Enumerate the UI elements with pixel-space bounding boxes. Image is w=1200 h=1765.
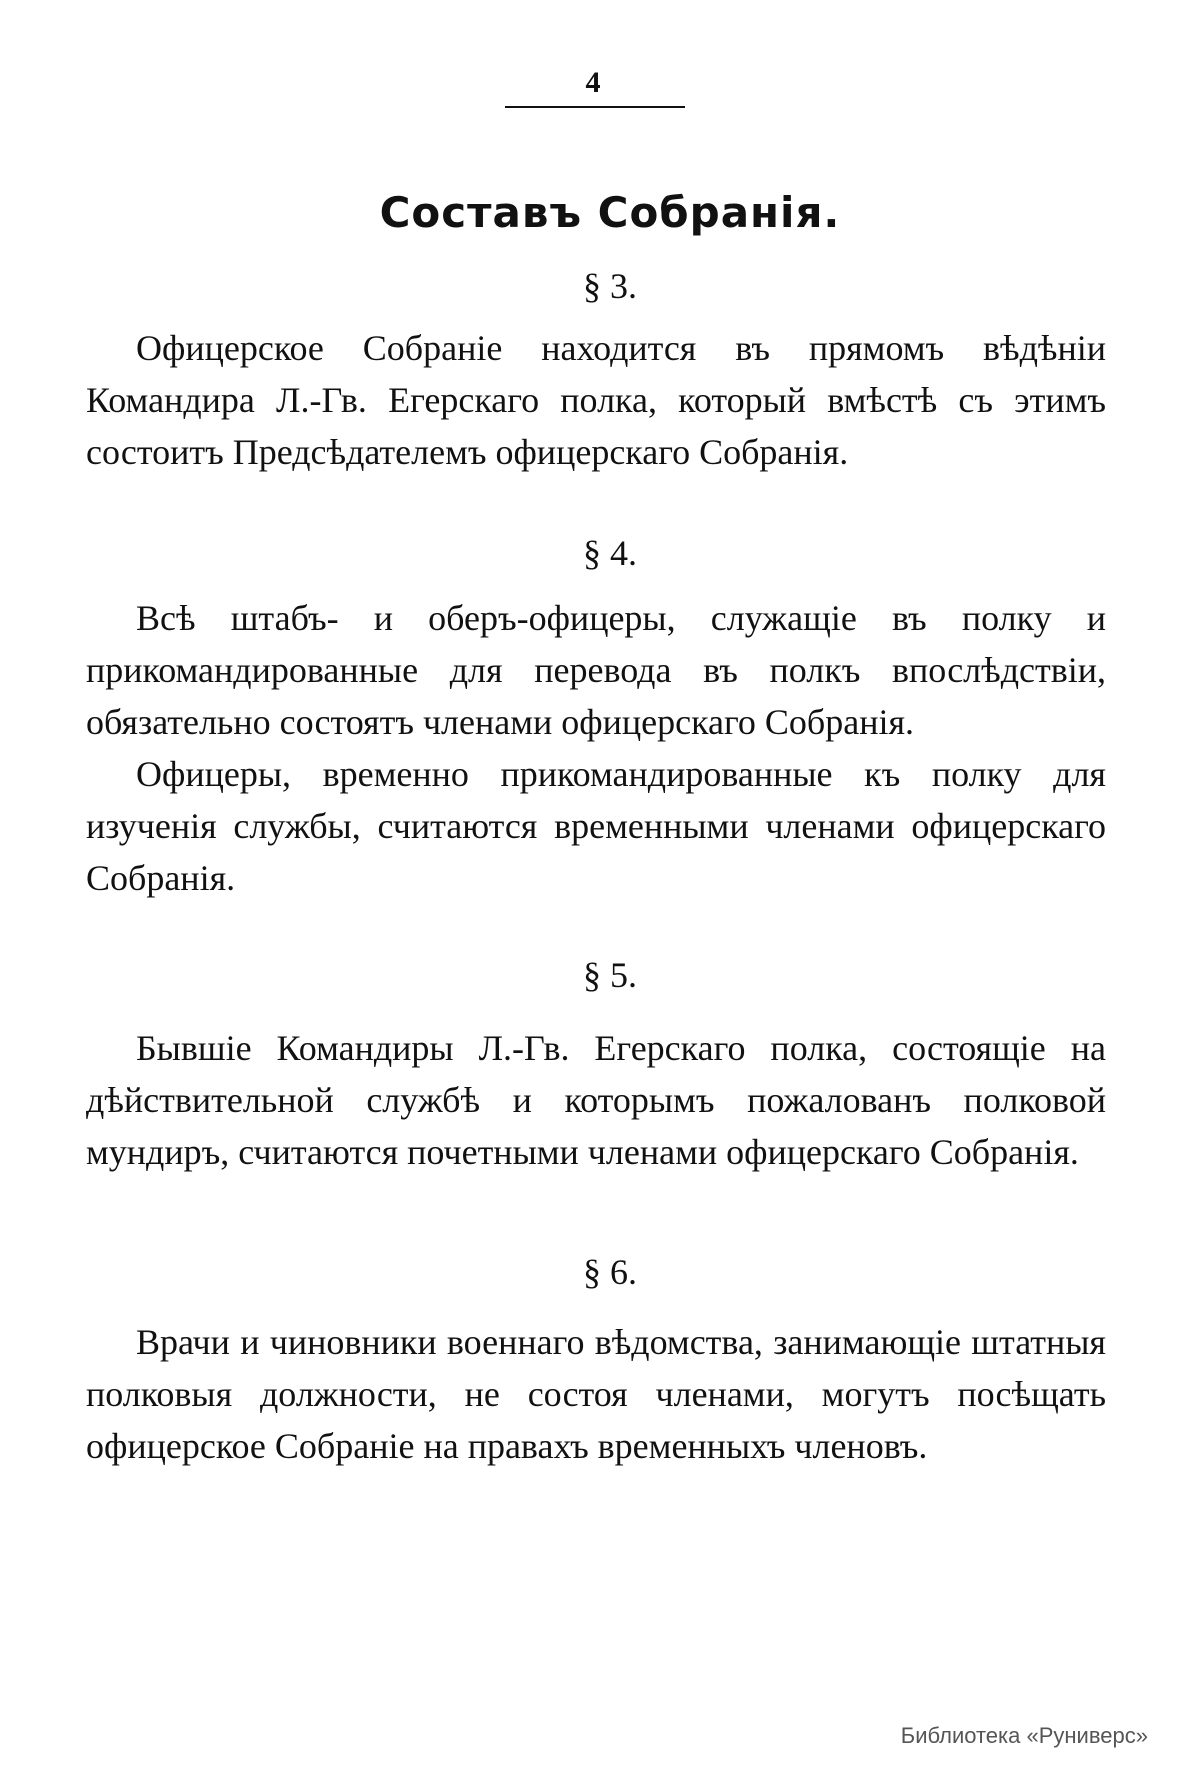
section-3-paragraph-1: Офицерское Собраніе находится въ прямомъ вѣдѣніи Командира Л.-Гв. Егерскаго полка, который вмѣстѣ съ этимъ состоитъ Предсѣдателемъ офицерскаго Собранія.: [86, 328, 1106, 472]
page-number-rule: [505, 106, 685, 108]
section-4-paragraph-2: Офицеры, временно прикомандированные къ полку для изученія службы, считаются временными членами офицерскаго Собранія.: [86, 754, 1106, 898]
page-title: [0, 188, 1200, 237]
page-title-text: Составъ Собранія.: [379, 188, 841, 237]
page-number: [500, 66, 686, 100]
section-6-body: [86, 1316, 1106, 1472]
library-credit: Библиотека «Руниверс»: [900, 1723, 1148, 1748]
section-mark-4: [0, 535, 1200, 571]
section-5-paragraph-1: Бывшіе Командиры Л.-Гв. Егерскаго полка, состоящіе на дѣйствительной службѣ и которымъ пожалованъ полковой мундиръ, считаются почетными членами офицерскаго Собранія.: [86, 1028, 1106, 1172]
section-6-paragraph-1: Врачи и чиновники военнаго вѣдомства, занимающіе штатныя полковыя должности, не состоя членами, могутъ посѣщать офицерское Собраніе на правахъ временныхъ членовъ.: [86, 1322, 1106, 1466]
section-mark-4-text: § 4.: [583, 533, 637, 573]
section-mark-6: [0, 1254, 1200, 1290]
section-mark-6-text: § 6.: [583, 1252, 637, 1292]
section-mark-3: [0, 268, 1200, 304]
section-4-paragraph-1: Всѣ штабъ- и оберъ-офицеры, служащіе въ полку и прикомандированные для перевода въ полкъ впослѣдствіи, обязательно состоятъ членами офицерскаго Собранія.: [86, 598, 1106, 742]
section-mark-5-text: § 5.: [583, 955, 637, 995]
section-3-body: [86, 322, 1106, 478]
section-5-body: [86, 1022, 1106, 1178]
section-4-body: [86, 592, 1106, 904]
section-mark-3-text: § 3.: [583, 266, 637, 306]
section-mark-5: [0, 957, 1200, 993]
page-number-text: 4: [585, 66, 601, 99]
